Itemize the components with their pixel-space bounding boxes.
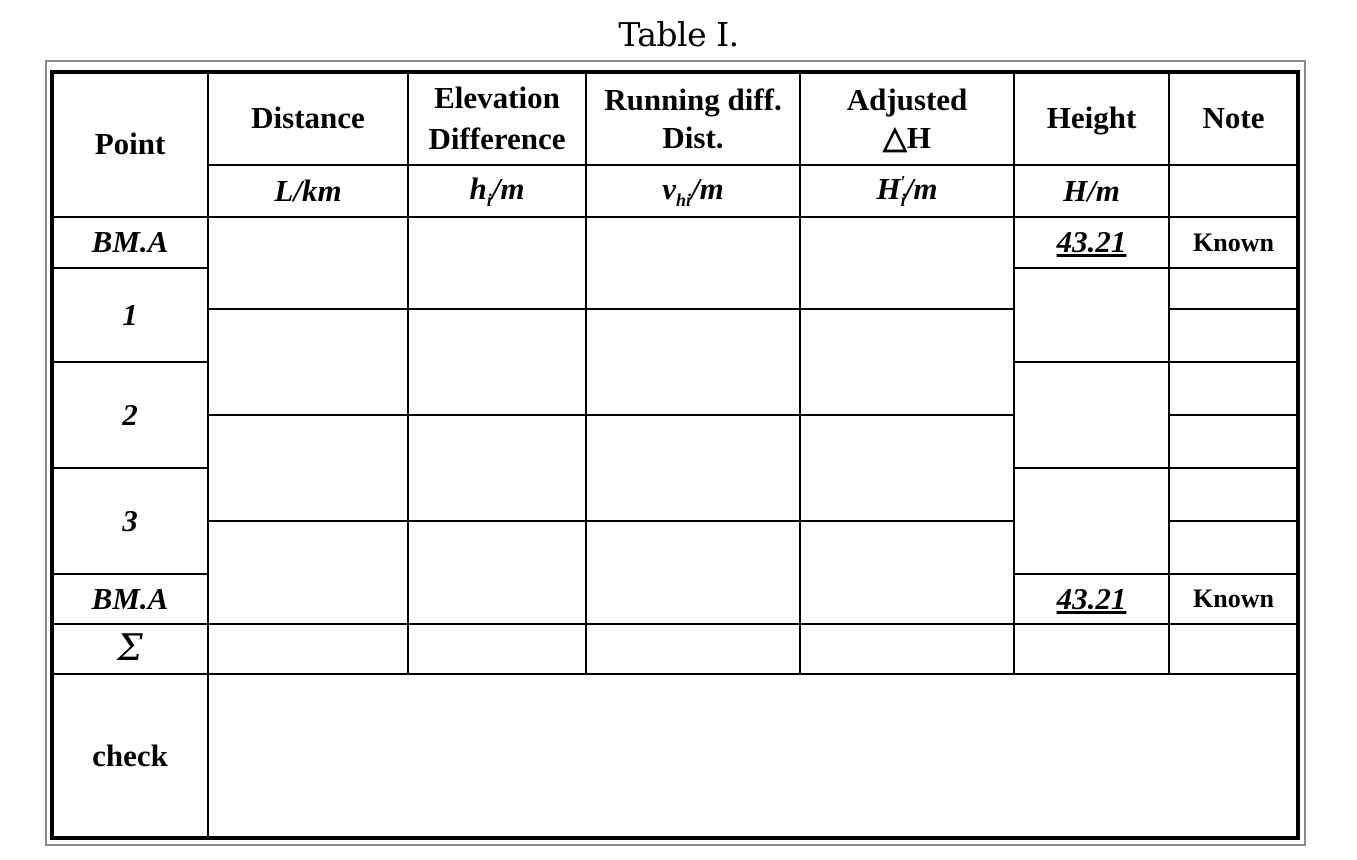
unit-height-label: H/m bbox=[1063, 172, 1120, 208]
header-running-diff bbox=[586, 72, 800, 165]
check-row-label bbox=[52, 674, 208, 838]
unit-adjusted-tail: /m bbox=[904, 171, 938, 207]
unit-distance-label: L/km bbox=[274, 172, 342, 208]
note-known-end bbox=[1169, 574, 1298, 624]
note-label: Known bbox=[1193, 584, 1274, 614]
point-label: BM.A bbox=[91, 580, 169, 616]
point-label: BM.A bbox=[91, 224, 169, 260]
height-known-start bbox=[1014, 217, 1169, 268]
point-1 bbox=[52, 268, 208, 362]
header-elevation-line1: Elevation bbox=[434, 80, 560, 116]
header-distance-label: Distance bbox=[251, 100, 365, 136]
unit-height bbox=[1014, 165, 1169, 217]
header-running-line2: Dist. bbox=[662, 119, 724, 155]
unit-adjusted-base: H bbox=[876, 171, 901, 207]
header-adjusted bbox=[800, 72, 1014, 165]
unit-running-tail: /m bbox=[691, 171, 724, 207]
header-adjusted-line1: Adjusted bbox=[846, 82, 968, 118]
header-elevation-difference bbox=[408, 72, 586, 165]
header-running-line1: Running diff. bbox=[604, 82, 782, 118]
unit-adjusted-sup: ' bbox=[899, 171, 905, 192]
sigma-symbol: Σ bbox=[117, 627, 143, 669]
unit-adjusted bbox=[800, 165, 1014, 217]
sum-row-label bbox=[52, 624, 208, 674]
unit-elevation bbox=[408, 165, 586, 217]
point-label: 2 bbox=[122, 396, 138, 432]
unit-distance bbox=[208, 165, 408, 217]
header-note bbox=[1169, 72, 1298, 165]
height-known-end bbox=[1014, 574, 1169, 624]
height-value: 43.21 bbox=[1056, 580, 1127, 616]
header-height-label: Height bbox=[1046, 100, 1137, 136]
header-point bbox=[52, 72, 208, 217]
header-distance bbox=[208, 72, 408, 165]
unit-adjusted-sub: i bbox=[900, 190, 906, 211]
point-bma-end bbox=[52, 574, 208, 624]
header-note-label: Note bbox=[1202, 100, 1265, 136]
unit-elevation-sub: i bbox=[486, 190, 492, 211]
table-caption: Table I. bbox=[618, 15, 739, 54]
unit-running bbox=[586, 165, 800, 217]
header-adjusted-line2: △H bbox=[883, 119, 931, 155]
unit-running-base: v bbox=[662, 171, 676, 207]
point-label: 3 bbox=[122, 502, 138, 538]
unit-running-sub: hi bbox=[676, 190, 692, 211]
point-2 bbox=[52, 362, 208, 468]
header-height bbox=[1014, 72, 1169, 165]
point-bma-start bbox=[52, 217, 208, 268]
check-label: check bbox=[92, 737, 168, 773]
header-elevation-line2: Difference bbox=[428, 120, 566, 156]
height-value: 43.21 bbox=[1056, 224, 1127, 260]
note-label: Known bbox=[1193, 227, 1274, 257]
point-label: 1 bbox=[122, 296, 138, 332]
unit-elevation-base: h bbox=[469, 171, 487, 207]
header-point-label: Point bbox=[94, 126, 166, 162]
note-known-start bbox=[1169, 217, 1298, 268]
point-3 bbox=[52, 468, 208, 574]
unit-elevation-tail: /m bbox=[491, 171, 525, 207]
